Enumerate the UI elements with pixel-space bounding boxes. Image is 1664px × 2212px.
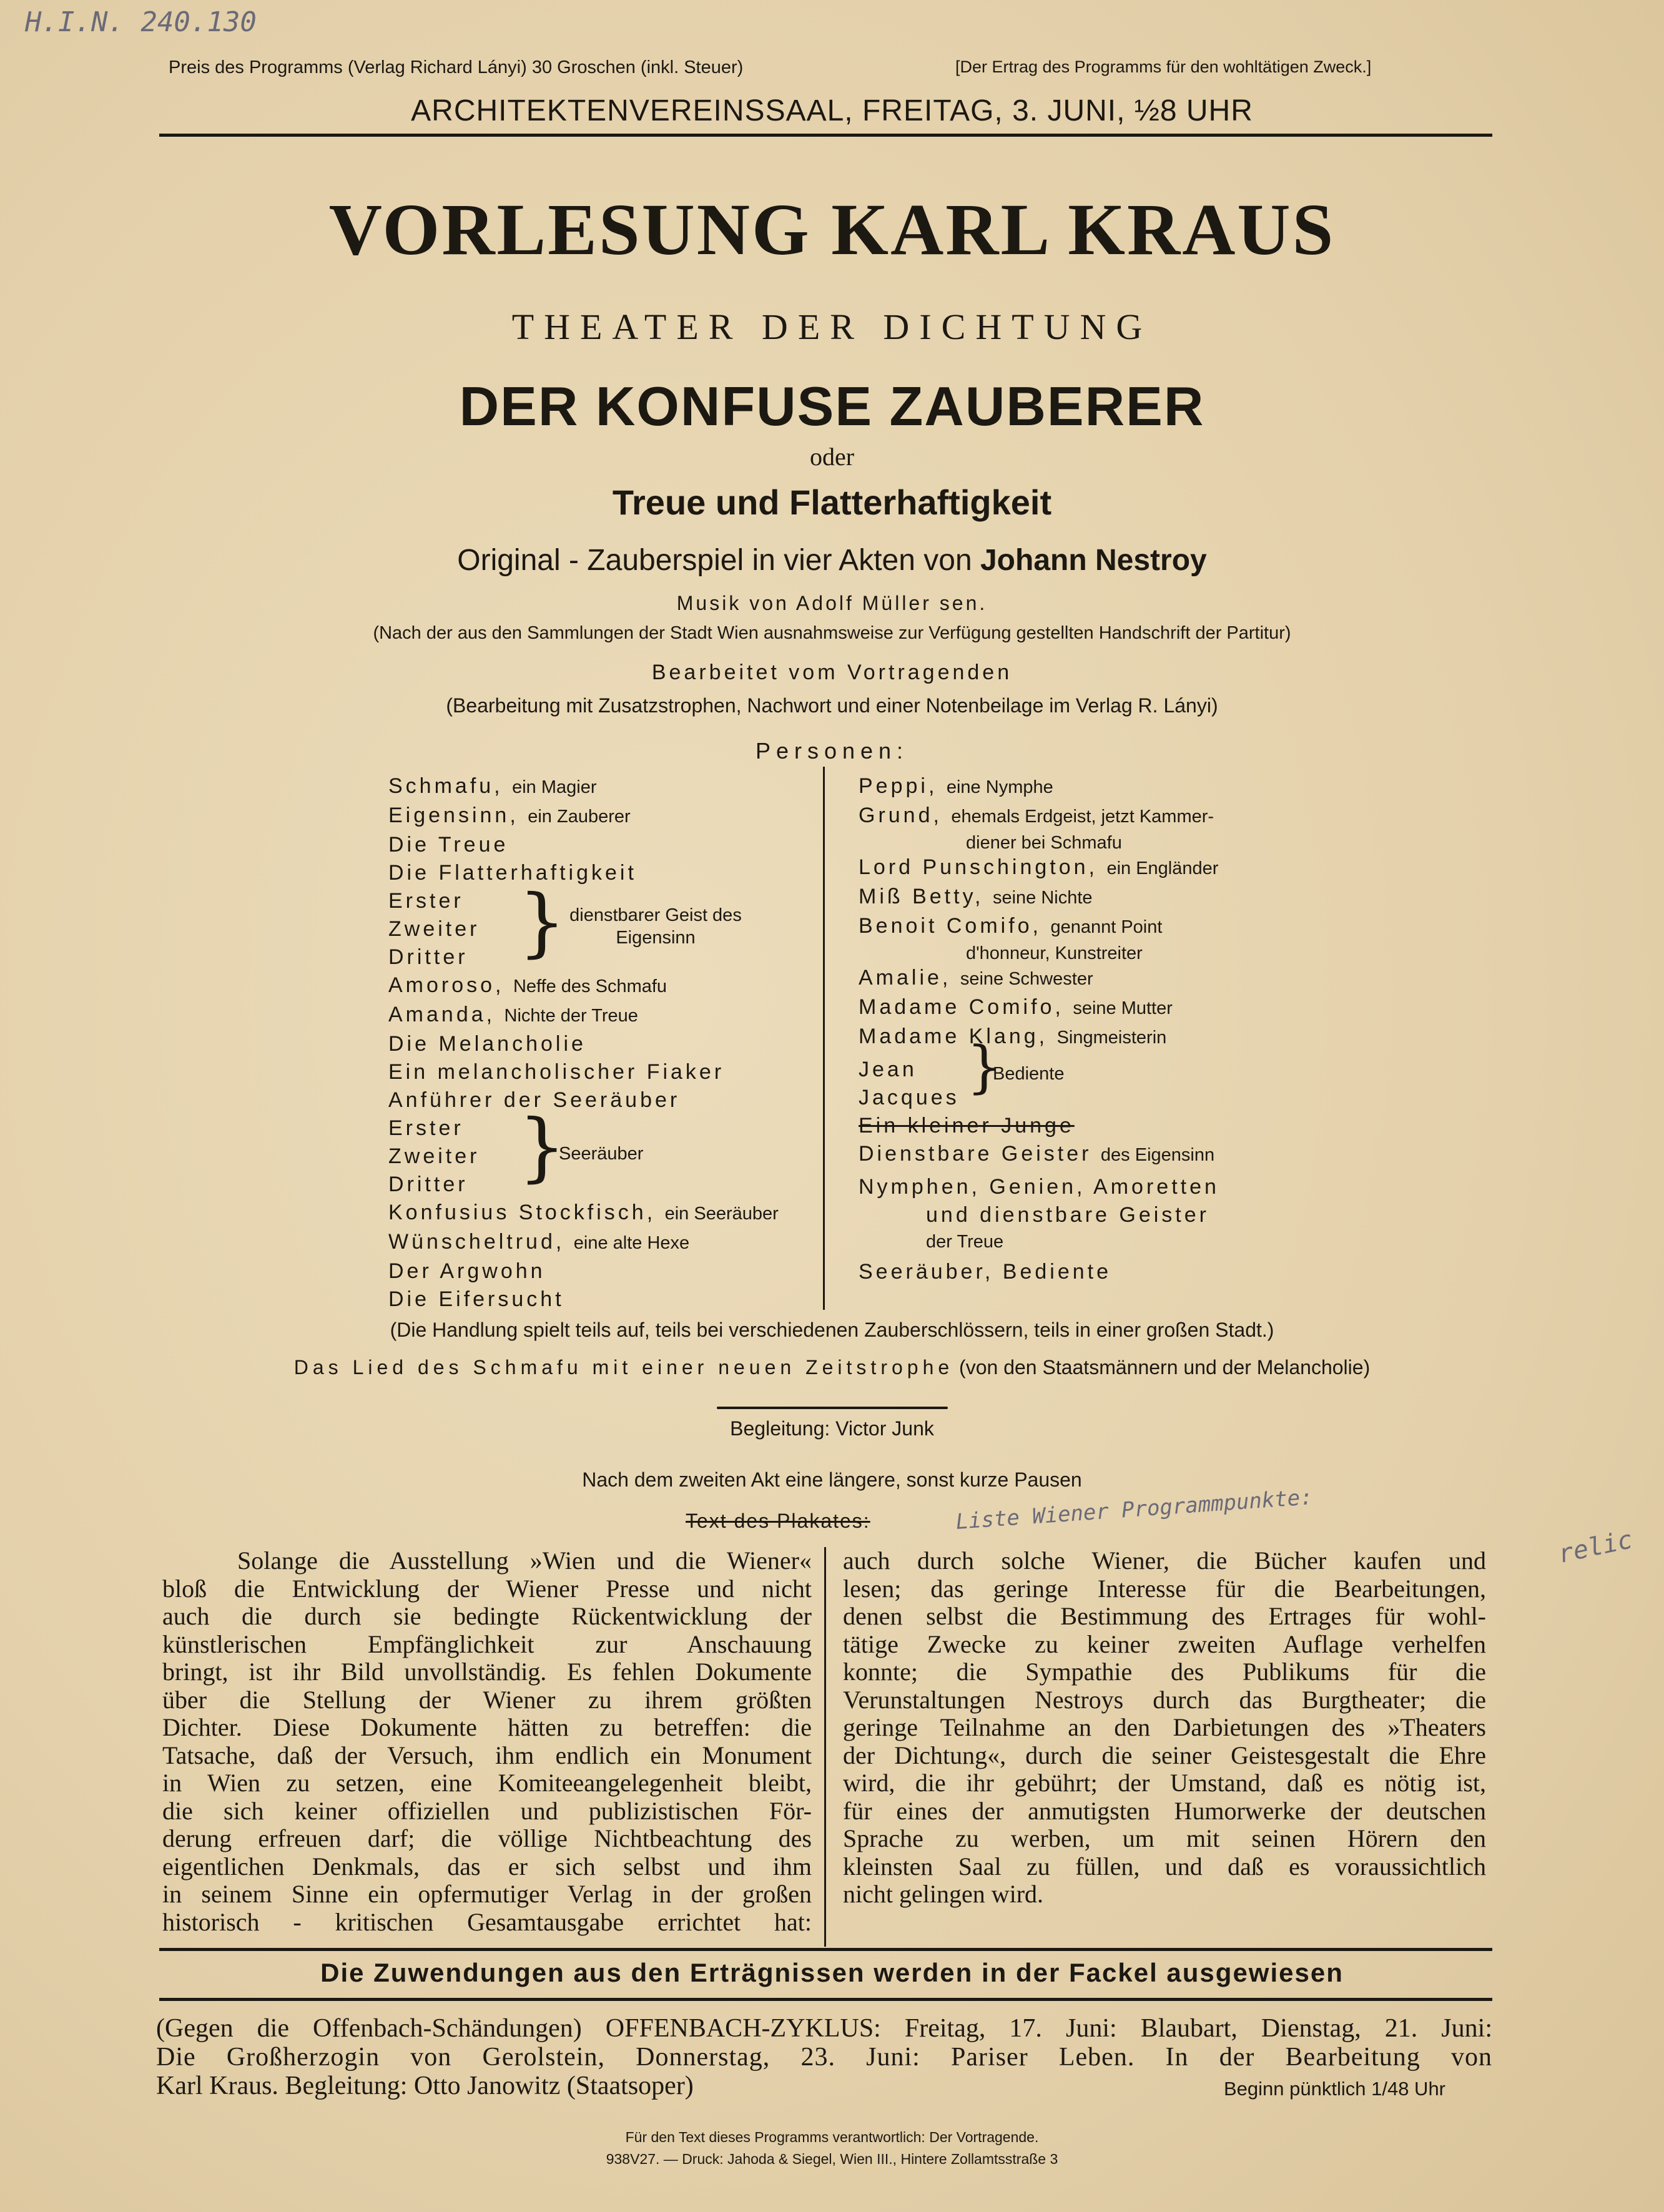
- role-amanda: Amanda, Nichte der Treue: [388, 1003, 638, 1026]
- lied-note: (von den Staatsmännern und der Melancholie): [959, 1356, 1371, 1379]
- role-flatterhaftigkeit: Die Flatterhaftigkeit: [388, 861, 637, 885]
- geist-description: dienstbarer Geist des Eigensinn: [569, 905, 742, 948]
- role-amalie: Amalie, seine Schwester: [859, 966, 1093, 990]
- scene-note: (Die Handlung spielt teils auf, teils bei verschiedenen Zauberschlössern, teils in einer großen Stadt.): [390, 1319, 1274, 1341]
- role-eifersucht: Die Eifersucht: [388, 1287, 564, 1311]
- header-rule: [159, 134, 1492, 137]
- oder-text: oder: [809, 443, 855, 471]
- text-right-line-9: wird, die ihr gebührt; der Umstand, daß es nötig ist,: [843, 1769, 1486, 1797]
- role-erster-seeraeuber: Erster: [388, 1116, 464, 1140]
- role-treue: Die Treue: [388, 833, 509, 857]
- lied-main: Das Lied des Schmafu mit einer neuen Zeitstrophe: [293, 1356, 954, 1379]
- offenbach-line-3: Karl Kraus. Begleitung: Otto Janowitz (Staatsoper): [156, 2072, 694, 2100]
- text-left-line-9: in Wien zu setzen, eine Komiteeangelegenheit bleibt,: [162, 1769, 812, 1797]
- text-right-line-7: geringe Teilnahme an den Darbietungen des »Theaters: [843, 1713, 1486, 1741]
- play-subtitle: Treue und Flatterhaftigkeit: [612, 483, 1052, 522]
- accompaniment: Begleitung: Victor Junk: [730, 1417, 934, 1440]
- role-anfuehrer: Anführer der Seeräuber: [388, 1088, 681, 1112]
- role-benoit: Benoit Comifo, genannt Point: [859, 914, 1163, 938]
- arranged-note: (Bearbeitung mit Zusatzstrophen, Nachwort und einer Notenbeilage im Verlag R. Lányi): [446, 694, 1218, 717]
- fackel-rule-top: [159, 1948, 1492, 1951]
- text-right-line-2: lesen; das geringe Interesse für die Bearbeitungen,: [843, 1574, 1486, 1603]
- role-grund: Grund, ehemals Erdgeist, jetzt Kammer-: [859, 804, 1214, 827]
- role-eigensinn: Eigensinn, ein Zauberer: [388, 804, 631, 827]
- text-right-line-1: auch durch solche Wiener, die Bücher kaufen und: [843, 1546, 1486, 1575]
- archive-mark: H.I.N. 240.130: [25, 6, 257, 38]
- genre-prefix: Original - Zauberspiel in vier Akten von: [457, 544, 972, 577]
- role-nymphen-cont: und dienstbare Geister: [926, 1203, 1209, 1227]
- brace-bediente: }: [967, 1035, 1003, 1100]
- text-right-line-4: tätige Zwecke zu keiner zweiten Auflage verhelfen: [843, 1630, 1486, 1658]
- text-left-line-10: die sich keiner offiziellen und publizistischen För-: [162, 1796, 812, 1825]
- role-junge-struck: Ein kleiner Junge: [859, 1114, 1075, 1138]
- offenbach-line-2: Die Großherzogin von Gerolstein, Donnerstag, 23. Juni: Pariser Leben. In der Bearbeitung von: [156, 2043, 1492, 2072]
- footer-printer: 938V27. — Druck: Jahoda & Siegel, Wien III., Hintere Zollamtsstraße 3: [606, 2151, 1058, 2167]
- role-grund-cont: diener bei Schmafu: [966, 833, 1122, 853]
- text-right-line-5: konnte; die Sympathie des Publikums für die: [843, 1658, 1486, 1686]
- role-betty: Miß Betty, seine Nichte: [859, 885, 1093, 908]
- plakat-heading: Text des Plakates:: [686, 1510, 870, 1532]
- arranged-line: Bearbeitet vom Vortragenden: [651, 661, 1013, 684]
- text-left-line-12: eigentlichen Denkmals, das er sich selbst und ihm: [162, 1852, 812, 1880]
- music-line: Musik von Adolf Müller sen.: [676, 592, 988, 614]
- brace-seeraeuber: }: [518, 1104, 566, 1191]
- fackel-rule-bottom: [159, 1998, 1492, 2001]
- text-divider: [824, 1547, 826, 1947]
- role-benoit-cont: d'honneur, Kunstreiter: [966, 943, 1143, 963]
- proceeds-note: [Der Ertrag des Programms für den wohltätigen Zweck.]: [955, 57, 1372, 76]
- role-nymphen: Nymphen, Genien, Amoretten: [859, 1175, 1219, 1199]
- role-dritter: Dritter: [388, 945, 468, 969]
- role-konfusius: Konfusius Stockfisch, ein Seeräuber: [388, 1201, 779, 1224]
- handwritten-note: Liste Wiener Programmpunkte:: [955, 1485, 1314, 1535]
- text-left-line-6: über die Stellung der Wiener zu ihrem größten: [162, 1685, 812, 1714]
- text-right-line-11: Sprache zu werben, um mit seinen Hörern den: [843, 1824, 1486, 1852]
- seeraeuber-label: Seeräuber: [559, 1144, 644, 1164]
- fackel-line: Die Zuwendungen aus den Erträgnissen werden in der Fackel ausgewiesen: [320, 1958, 1344, 1987]
- role-dritter-seeraeuber: Dritter: [388, 1172, 468, 1196]
- text-right-column: [843, 1547, 1486, 1909]
- play-title: DER KONFUSE ZAUBERER: [459, 375, 1205, 437]
- text-right-line-12: kleinsten Saal zu füllen, und daß es voraussichtlich: [843, 1852, 1486, 1880]
- bediente-label: Bediente: [993, 1064, 1065, 1084]
- ornament-rule: [717, 1407, 948, 1409]
- role-nymphen-cont2: der Treue: [926, 1232, 1004, 1252]
- series-title: THEATER DER DICHTUNG: [511, 307, 1153, 347]
- text-right-line-3: denen selbst die Bestimmung des Ertrages für wohl-: [843, 1602, 1486, 1630]
- role-dienstbare: Dienstbare Geister des Eigensinn: [859, 1142, 1215, 1166]
- personen-heading: Personen:: [755, 738, 909, 764]
- role-jacques: Jacques: [859, 1086, 960, 1109]
- genre-line: [0, 543, 1664, 578]
- beginn-note: Beginn pünktlich 1/48 Uhr: [1224, 2078, 1446, 2100]
- text-left-line-8: Tatsache, daß der Versuch, ihm endlich ein Monument: [162, 1741, 812, 1769]
- role-madame-comifo: Madame Comifo, seine Mutter: [859, 995, 1173, 1019]
- text-left-line-7: Dichter. Diese Dokumente hätten zu betreffen: die: [162, 1713, 812, 1741]
- cast-left: [388, 772, 779, 1314]
- role-madame-klang: Madame Klang, Singmeisterin: [859, 1025, 1167, 1048]
- author-name: Johann Nestroy: [980, 544, 1207, 577]
- text-left-line-1: Solange die Ausstellung »Wien und die Wiener«: [237, 1546, 812, 1575]
- footer-responsible: Für den Text dieses Programms verantwortlich: Der Vortragende.: [625, 2129, 1039, 2145]
- price-note: Preis des Programms (Verlag Richard Lányi) 30 Groschen (inkl. Steuer): [169, 57, 744, 77]
- cast-divider: [823, 767, 825, 1310]
- role-jean: Jean: [859, 1058, 917, 1081]
- role-punschington: Lord Punschington, ein Engländer: [859, 855, 1219, 879]
- margin-note: relic: [1555, 1525, 1635, 1570]
- text-left-line-14: historisch - kritischen Gesamtausgabe errichtet hat:: [162, 1907, 812, 1936]
- text-right-line-13: nicht gelingen wird.: [843, 1880, 1044, 1908]
- role-melancholie: Die Melancholie: [388, 1032, 586, 1056]
- role-fiaker: Ein melancholischer Fiaker: [388, 1060, 725, 1084]
- venue-line: ARCHITEKTENVEREINSSAAL, FREITAG, 3. JUNI, ½8 UHR: [411, 94, 1253, 127]
- role-zweiter: Zweiter: [388, 917, 480, 941]
- cast-right: [859, 772, 1219, 1286]
- role-schmafu: Schmafu, ein Magier: [388, 774, 597, 798]
- text-left-column: [162, 1547, 812, 1936]
- pauses-note: Nach dem zweiten Akt eine längere, sonst kurze Pausen: [582, 1468, 1082, 1491]
- text-left-line-4: künstlerischen Empfänglichkeit zur Anschauung: [162, 1630, 812, 1658]
- role-wuenscheltrud: Wünscheltrud, eine alte Hexe: [388, 1230, 690, 1254]
- main-title: VORLESUNG KARL KRAUS: [328, 189, 1336, 270]
- text-right-line-8: der Dichtung«, durch die seiner Geistesgestalt die Ehre: [843, 1741, 1486, 1769]
- text-left-line-2: bloß die Entwicklung der Wiener Presse und nicht: [162, 1574, 812, 1603]
- music-note: (Nach der aus den Sammlungen der Stadt Wien ausnahmsweise zur Verfügung gestellten Handschrift der Partitur): [373, 623, 1291, 643]
- text-left-line-3: auch die durch sie bedingte Rückentwicklung der: [162, 1602, 812, 1630]
- role-peppi: Peppi, eine Nymphe: [859, 774, 1053, 798]
- text-left-line-13: in seinem Sinne ein opfermutiger Verlag in der großen: [162, 1880, 812, 1908]
- text-right-line-6: Verunstaltungen Nestroys durch das Burgtheater; die: [843, 1685, 1486, 1714]
- offenbach-line-1: (Gegen die Offenbach-Schändungen) OFFENBACH-ZYKLUS: Freitag, 17. Juni: Blaubart, Dienstag, 21. Juni:: [156, 2014, 1492, 2043]
- role-seeraeuber-bediente: Seeräuber, Bediente: [859, 1260, 1112, 1284]
- brace-geister: }: [518, 879, 566, 966]
- role-argwohn: Der Argwohn: [388, 1259, 546, 1283]
- role-erster: Erster: [388, 889, 464, 913]
- lied-line: [0, 1356, 1664, 1379]
- text-left-line-11: derung erfreuen darf; die völlige Nichtbeachtung des: [162, 1824, 812, 1852]
- role-amoroso: Amoroso, Neffe des Schmafu: [388, 973, 667, 997]
- text-left-line-5: bringt, ist ihr Bild unvollständig. Es fehlen Dokumente: [162, 1658, 812, 1686]
- text-right-line-10: für eines der anmutigsten Humorwerke der deutschen: [843, 1796, 1486, 1825]
- role-zweiter-seeraeuber: Zweiter: [388, 1144, 480, 1168]
